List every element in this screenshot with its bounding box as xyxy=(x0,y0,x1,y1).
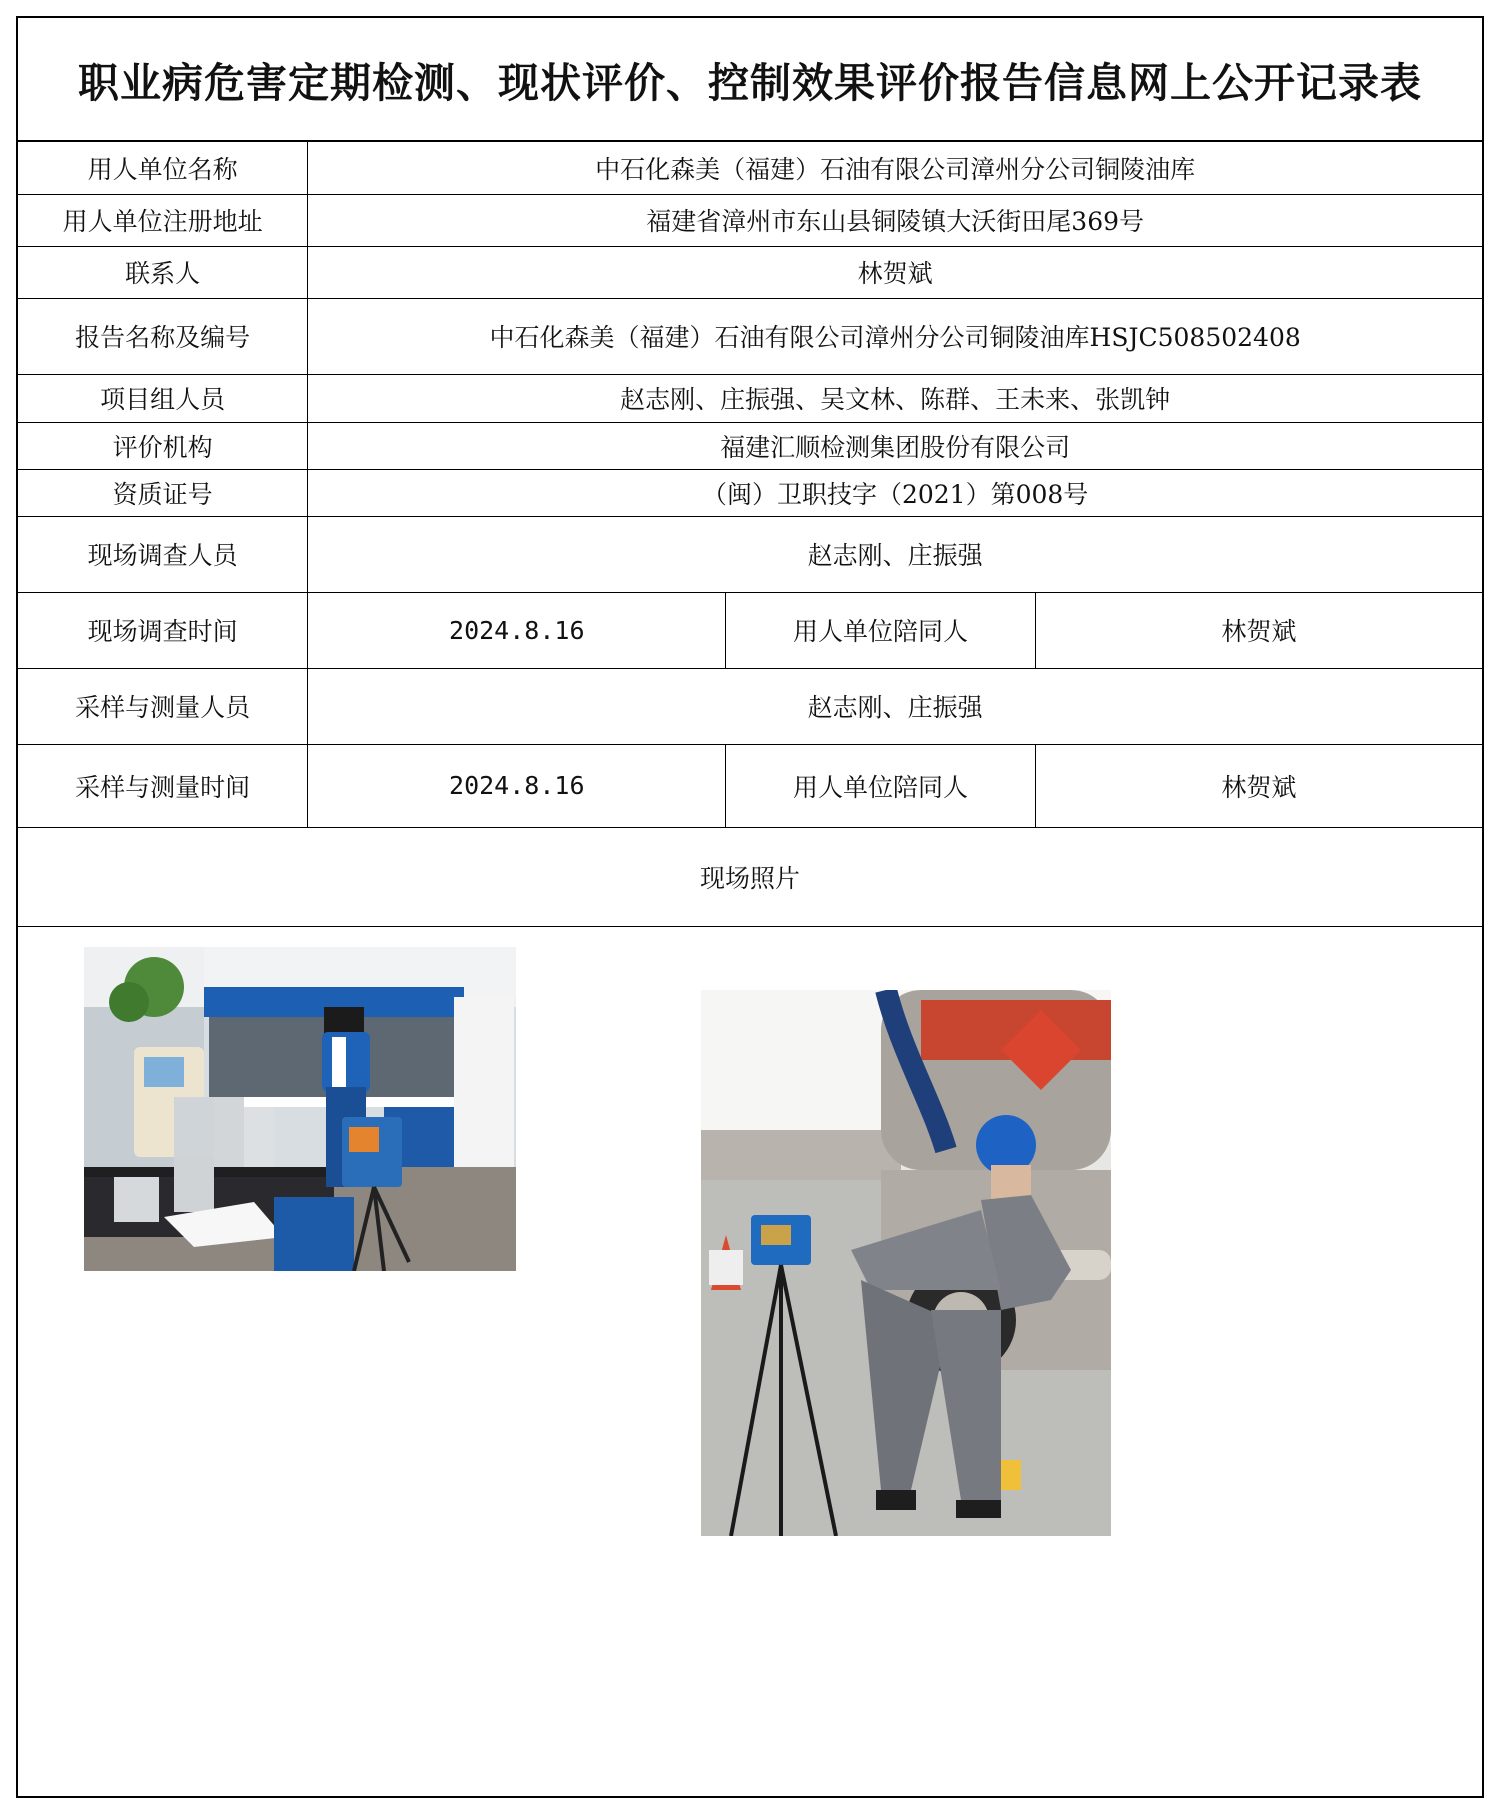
value-sampling-companion: 林贺斌 xyxy=(1035,744,1482,827)
label-agency: 评价机构 xyxy=(18,422,308,469)
label-employer-name: 用人单位名称 xyxy=(18,142,308,194)
value-survey-staff: 赵志刚、庄振强 xyxy=(308,516,1482,592)
row-contact xyxy=(18,246,1482,298)
page-title: 职业病危害定期检测、现状评价、控制效果评价报告信息网上公开记录表 xyxy=(18,18,1482,142)
label-team: 项目组人员 xyxy=(18,374,308,422)
row-license xyxy=(18,469,1482,516)
row-survey-time xyxy=(18,592,1482,668)
value-report: 中石化森美（福建）石油有限公司漳州分公司铜陵油库HSJC508502408 xyxy=(308,298,1482,374)
value-sampling-staff: 赵志刚、庄振强 xyxy=(308,668,1482,744)
info-table xyxy=(18,142,1482,927)
value-survey-companion: 林贺斌 xyxy=(1035,592,1482,668)
label-employer-address: 用人单位注册地址 xyxy=(18,194,308,246)
label-contact: 联系人 xyxy=(18,246,308,298)
lab-sampling-photo xyxy=(84,947,516,1271)
label-survey-time: 现场调查时间 xyxy=(18,592,308,668)
value-employer-name: 中石化森美（福建）石油有限公司漳州分公司铜陵油库 xyxy=(308,142,1482,194)
value-agency: 福建汇顺检测集团股份有限公司 xyxy=(308,422,1482,469)
label-license: 资质证号 xyxy=(18,469,308,516)
row-agency xyxy=(18,422,1482,469)
row-survey-staff xyxy=(18,516,1482,592)
photos-area xyxy=(18,927,1482,1679)
row-photos-header xyxy=(18,827,1482,926)
row-employer-name xyxy=(18,142,1482,194)
value-team: 赵志刚、庄振强、吴文林、陈群、王未来、张凯钟 xyxy=(308,374,1482,422)
row-team xyxy=(18,374,1482,422)
label-sampling-staff: 采样与测量人员 xyxy=(18,668,308,744)
label-photos: 现场照片 xyxy=(18,827,1482,926)
row-sampling-staff xyxy=(18,668,1482,744)
label-sampling-companion: 用人单位陪同人 xyxy=(726,744,1035,827)
row-employer-address xyxy=(18,194,1482,246)
value-employer-address: 福建省漳州市东山县铜陵镇大沃街田尾369号 xyxy=(308,194,1482,246)
value-license: （闽）卫职技字（2021）第008号 xyxy=(308,469,1482,516)
value-sampling-time: 2024.8.16 xyxy=(308,744,726,827)
label-sampling-time: 采样与测量时间 xyxy=(18,744,308,827)
label-survey-staff: 现场调查人员 xyxy=(18,516,308,592)
value-contact: 林贺斌 xyxy=(308,246,1482,298)
label-report: 报告名称及编号 xyxy=(18,298,308,374)
row-report xyxy=(18,298,1482,374)
label-survey-companion: 用人单位陪同人 xyxy=(726,592,1035,668)
row-sampling-time xyxy=(18,744,1482,827)
tanker-sampling-photo xyxy=(701,990,1111,1536)
record-sheet xyxy=(16,16,1484,1798)
value-survey-time: 2024.8.16 xyxy=(308,592,726,668)
